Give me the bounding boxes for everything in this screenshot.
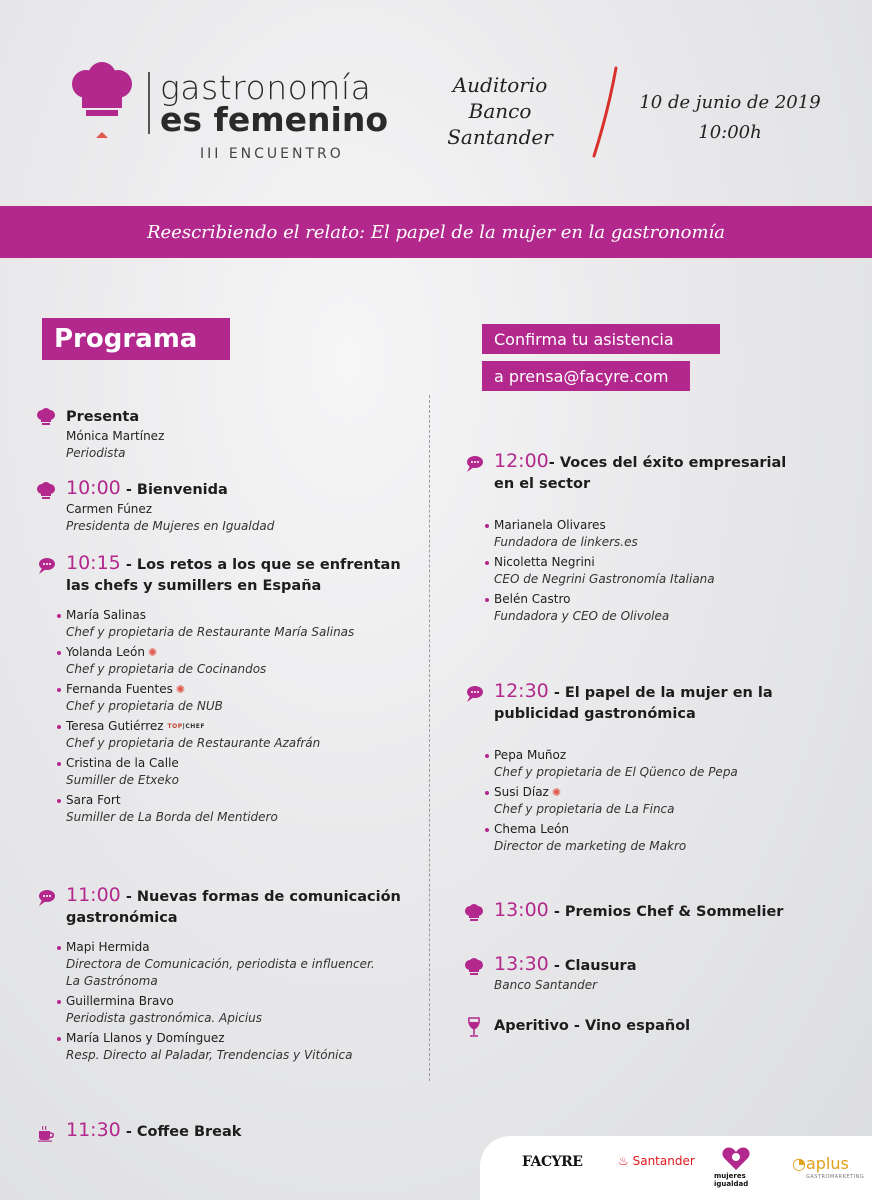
- event-date: [630, 88, 830, 148]
- speaker-item: [494, 591, 786, 625]
- venue: [430, 72, 570, 150]
- wine-glass-icon: [464, 1016, 484, 1038]
- mujeres-igualdad-label: mujeres igualdad: [714, 1172, 749, 1188]
- session-time: 13:30: [494, 953, 549, 975]
- session-aperitivo: [464, 1016, 690, 1037]
- topchef-logo-icon: TOP|CHEF: [167, 723, 205, 730]
- chef-hat-logo-icon: [70, 62, 134, 142]
- speaker-name: Guillermina Bravo: [66, 994, 174, 1008]
- speaker-name: Marianela Olivares: [494, 518, 606, 532]
- speaker-role: Director de marketing de Makro: [494, 839, 687, 853]
- speaker-role: Sumiller de La Borda del Mentidero: [66, 810, 278, 824]
- speaker-item: [66, 939, 401, 990]
- speaker-role: Chef y propietaria de Restaurante Azafrán: [66, 736, 321, 750]
- session-time: 13:00: [494, 899, 549, 921]
- chef-hat-icon: [36, 482, 56, 500]
- session-title: [66, 1120, 241, 1143]
- session-coffee-break: [36, 1120, 241, 1143]
- speaker-item: [66, 993, 401, 1027]
- venue-line: Auditorio: [452, 73, 548, 97]
- speaker-name: Teresa Gutiérrez: [66, 719, 164, 733]
- speaker-item: [66, 792, 401, 826]
- session-title: [66, 885, 401, 929]
- logo-subtitle: III ENCUENTRO: [200, 146, 344, 162]
- session-clausura: [464, 954, 637, 994]
- speech-bubble-icon: [464, 685, 484, 703]
- facyre-logo: FACYRE: [522, 1154, 583, 1170]
- speaker-list: [66, 607, 401, 826]
- session-time: 12:00: [494, 450, 549, 472]
- session-1100: [36, 885, 401, 1067]
- speaker-role: Chef y propietaria de El Qüenco de Pepa: [494, 765, 738, 779]
- speaker-item: [66, 718, 401, 752]
- speaker-name: Fernanda Fuentes: [66, 682, 173, 696]
- speaker-name: Nicoletta Negrini: [494, 555, 595, 569]
- session-presenta: [36, 407, 164, 462]
- session-1230: [464, 681, 773, 858]
- venue-line: Santander: [447, 125, 553, 149]
- chef-hat-icon: [464, 958, 484, 976]
- speaker-name: Sara Fort: [66, 793, 121, 807]
- speaker-role: Chef y propietaria de NUB: [66, 699, 223, 713]
- session-title-text: gastronómica: [66, 910, 178, 926]
- session-title-text: las chefs y sumillers en España: [66, 578, 322, 594]
- session-title: [494, 900, 783, 923]
- banner-text: Reescribiendo el relato: El papel de la mujer en la gastronomía: [146, 221, 726, 243]
- speaker-item: [494, 747, 773, 781]
- session-title-text: - Nuevas formas de comunicación: [120, 889, 401, 905]
- speaker-item: [66, 607, 401, 641]
- session-time: 11:30: [66, 1119, 121, 1141]
- speaker-name: Yolanda León: [66, 645, 145, 659]
- session-bienvenida: [36, 478, 274, 535]
- session-title-text: - Bienvenida: [125, 482, 228, 498]
- speaker-role: Chef y propietaria de La Finca: [494, 802, 675, 816]
- speech-bubble-icon: [464, 455, 484, 473]
- theme-banner: [0, 206, 872, 258]
- session-title-text: en el sector: [494, 476, 591, 492]
- speaker-name: Pepa Muñoz: [494, 748, 567, 762]
- speaker-role: Chef y propietaria de Restaurante María Salinas: [66, 625, 355, 639]
- session-time: 11:00: [66, 884, 121, 906]
- speaker-role: Resp. Directo al Paladar, Trendencias y Vitónica: [66, 1048, 353, 1062]
- session-title-text: - Clausura: [548, 958, 637, 974]
- speaker-item: [66, 644, 401, 678]
- speaker-item: [494, 517, 786, 551]
- speech-bubble-icon: [36, 557, 56, 575]
- topchef-text: CHEF: [185, 723, 205, 730]
- session-title-text: - Coffee Break: [120, 1124, 242, 1140]
- confirm-attendance-label: Confirma tu asistencia: [482, 324, 720, 354]
- session-title: [494, 954, 637, 977]
- session-title: Presenta: [66, 409, 140, 425]
- speaker-role: Directora de Comunicación, periodista e influencer.: [66, 957, 375, 971]
- speaker-name: Carmen Fúnez: [66, 502, 153, 516]
- program-heading: Programa: [42, 318, 230, 360]
- speaker-role: Presidenta de Mujeres en Igualdad: [66, 519, 275, 533]
- speaker-name: Mapi Hermida: [66, 940, 150, 954]
- column-divider: [429, 395, 430, 1081]
- session-title-text: - Voces del éxito empresarial: [548, 455, 787, 471]
- speaker-list: [494, 517, 786, 625]
- aplus-label: aplus: [805, 1154, 849, 1173]
- speaker-name: María Salinas: [66, 608, 146, 622]
- speaker-name: Susi Díaz: [494, 785, 549, 799]
- session-subtitle: Banco Santander: [494, 978, 598, 992]
- session-title: [66, 478, 274, 501]
- session-1200: [464, 451, 786, 628]
- speaker-name: Cristina de la Calle: [66, 756, 179, 770]
- speaker-list: [66, 939, 401, 1064]
- sun-icon: ✺: [175, 683, 186, 696]
- session-title-text: publicidad gastronómica: [494, 706, 696, 722]
- speaker-item: [494, 554, 786, 588]
- speaker-role: CEO de Negrini Gastronomía Italiana: [494, 572, 715, 586]
- time-text: 10:00h: [698, 122, 762, 143]
- aplus-sublabel: GASTROMARKETING: [806, 1174, 865, 1180]
- topchef-text: TOP: [167, 723, 183, 730]
- santander-flame-icon: ♨: [618, 1154, 629, 1168]
- speaker-role: La Gastrónoma: [66, 974, 158, 988]
- logo-divider: [148, 72, 150, 134]
- session-time: 10:00: [66, 477, 121, 499]
- aplus-logo: [792, 1154, 849, 1173]
- session-title-text: - Premios Chef & Sommelier: [548, 904, 784, 920]
- session-title: [66, 553, 401, 597]
- session-title-text: - Los retos a los que se enfrentan: [120, 557, 401, 573]
- session-time: 10:15: [66, 552, 121, 574]
- session-title: [494, 451, 786, 495]
- presenter-role: Periodista: [66, 446, 126, 460]
- speaker-role: Sumiller de Etxeko: [66, 773, 179, 787]
- date-text: 10 de junio de 2019: [639, 92, 821, 113]
- red-divider-stroke: [586, 66, 626, 158]
- sponsor-footer: [480, 1136, 872, 1200]
- session-title: [494, 681, 773, 725]
- speaker-item: [66, 681, 401, 715]
- santander-label: Santander: [632, 1154, 695, 1168]
- chef-hat-icon: [36, 408, 56, 426]
- session-title-text: - El papel de la mujer en la: [548, 685, 773, 701]
- sun-icon: ✺: [147, 646, 158, 659]
- speaker-role: Fundadora y CEO de Olivolea: [494, 609, 670, 623]
- speaker-role: Periodista gastronómica. Apicius: [66, 1011, 263, 1025]
- session-1015: [36, 553, 401, 829]
- coffee-cup-icon: [36, 1124, 56, 1142]
- speaker-role: Fundadora de linkers.es: [494, 535, 638, 549]
- speaker-item: [66, 1030, 401, 1064]
- speaker-item: [494, 821, 773, 855]
- logo-title-line2: es femenino: [160, 100, 388, 139]
- speaker-item: [66, 755, 401, 789]
- presenter-name: Mónica Martínez: [66, 429, 165, 443]
- chef-hat-icon: [464, 904, 484, 922]
- speech-bubble-icon: [36, 889, 56, 907]
- session-title-text: Aperitivo - Vino español: [494, 1018, 691, 1034]
- speaker-name: María Llanos y Domínguez: [66, 1031, 225, 1045]
- speaker-item: [494, 784, 773, 818]
- sun-icon: ✺: [551, 786, 562, 799]
- speaker-name: Belén Castro: [494, 592, 571, 606]
- venue-line: Banco: [468, 99, 532, 123]
- confirm-email-link[interactable]: a prensa@facyre.com: [482, 361, 690, 391]
- session-premios: [464, 900, 783, 923]
- speaker-list: [494, 747, 773, 855]
- session-time: 12:30: [494, 680, 549, 702]
- aplus-mark-icon: ◔: [792, 1154, 806, 1173]
- speaker-role: Chef y propietaria de Cocinandos: [66, 662, 267, 676]
- logo-title-line1: gastronomía: [160, 68, 372, 107]
- santander-logo: [618, 1154, 695, 1168]
- speaker-name: Chema León: [494, 822, 570, 836]
